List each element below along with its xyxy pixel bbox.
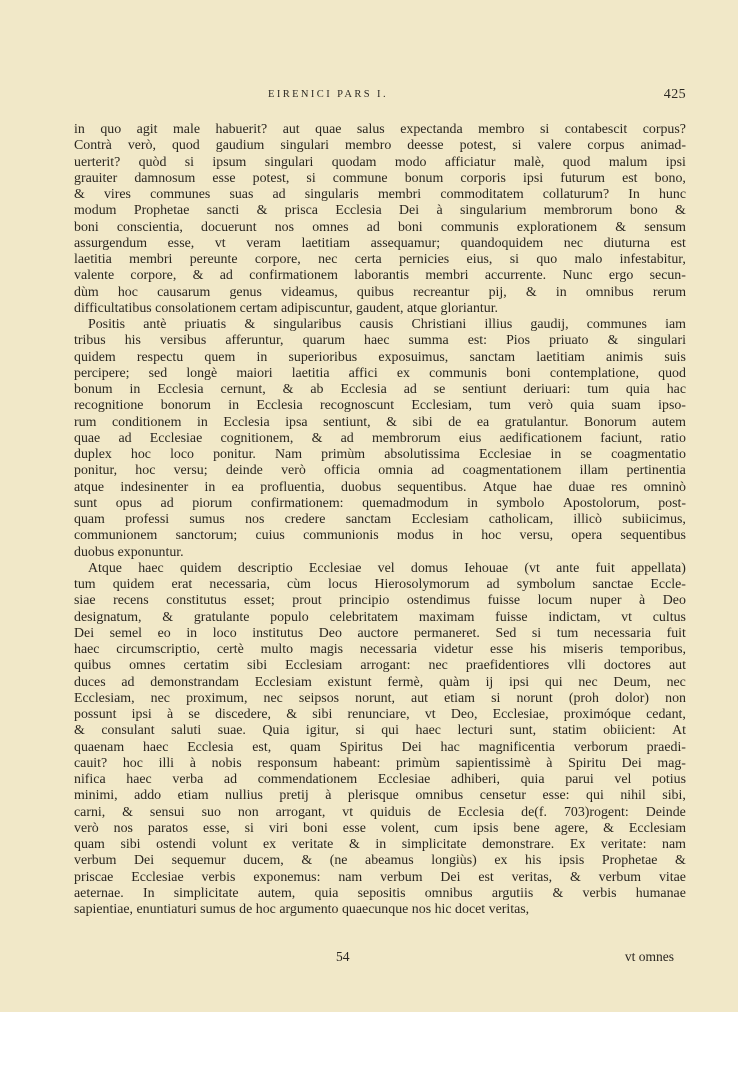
text-line: rum conditionem in Ecclesia ipsa sentiunt, & sibi de ea gratulantur. Bonorum autem: [74, 414, 686, 430]
text-line: tribus his versibus afferuntur, quarum haec summa est: Pios priuato & singulari: [74, 333, 686, 349]
text-line: recognitione bonorum in Ecclesia recognoscunt Ecclesiam, tum verò quia suam ipso-: [74, 398, 686, 414]
text-line: possunt ipsi à se discedere, & sibi renunciare, vt Deo, Ecclesiae, proximóque cedant,: [74, 707, 686, 722]
text-line: Positis antè priuatis & singularibus causis Christiani illius gaudij, communes iam: [88, 317, 686, 332]
text-line: designatum, & gratulante populo celebritatem maximam fuisse indictam, vt cultus: [74, 609, 686, 625]
text-line: Contrà verò, quod gaudium singulari membro deesse potest, si valere corpus animad-: [74, 138, 686, 154]
paragraph-list: [74, 122, 686, 918]
text-line: nifica haec verba ad commendationem Ecclesiae adhiberi, quia parui vel potius: [74, 772, 686, 787]
page-foot: [74, 949, 686, 967]
text-line: uerterit? quòd si ipsum singulari quodam modo afficiatur malè, quod malum ipsi: [74, 154, 686, 170]
text-line: verbum Dei sequemur ducem, & (ne abeamus longiùs) ex his ipsis Prophetae &: [74, 853, 686, 869]
text-line: valente corpore, & ad confirmationem laborantis membri accurrente. Nunc ergo secun-: [74, 268, 686, 284]
text-line: quae ad Ecclesiae cognitionem, & ad membrorum eius aedificationem faciunt, ratio: [74, 430, 686, 446]
text-line: Atque haec quidem descriptio Ecclesiae vel domus Iehouae (vt ante fuit appellata): [88, 560, 686, 576]
text-line: Ecclesiam, nec proximum, nec seipsos norunt, aut etiam si norunt (proh dolor) non: [74, 690, 686, 706]
text-line: sunt opus ad piorum confirmationem: quemadmodum in symbolo Apostolorum, post-: [74, 495, 686, 511]
text-line: difficultatibus consolationem certam adipiscuntur, gaudent, atque gloriantur.: [74, 300, 499, 316]
signature-mark: 54: [336, 949, 350, 964]
paragraph: [74, 317, 686, 561]
text-line: percipere; sed longè maiori laetitia affici ex communis boni contemplatione, quod: [74, 365, 686, 381]
text-line: duobus exponuntur.: [74, 544, 184, 560]
text-line: tum quidem erat necessaria, cùm locus Hierosolymorum ad symbolum sanctae Eccle-: [74, 577, 686, 592]
text-line: grauiter damnosum esse potest, si commune bonum corporis ipsi futurum est bono,: [74, 170, 686, 186]
running-title: EIRENICI PARS I.: [268, 89, 388, 100]
text-line: quaenam haec Ecclesia est, quam Spiritus Dei hac magnificentia verborum praedi-: [74, 739, 686, 755]
text-line: assurgendum esse, vt veram laetitiam assequamur; quandoquidem nec diuturna est: [74, 235, 686, 251]
text-line: quidem respectu quem in superioribus exposuimus, sanctam laetitiam animis suis: [74, 349, 686, 365]
running-head: [0, 89, 738, 107]
text-line: duces ad demonstrandam Ecclesiam existunt fermè, quàm ij ipsi qui nec Deum, nec: [74, 674, 686, 690]
text-line: & vires communes suas ad singularis membri commoditatem collaturum? In hunc: [74, 187, 686, 202]
text-line: laetitia membri pereunte corpore, nec certa pernicies eius, si quo malo infestabitur,: [74, 252, 686, 267]
text-line: ponitur, hoc versu; deinde verò officia omnia ad coagmentationem illam pertinentia: [74, 463, 686, 479]
text-line: cauit? hoc illi à nobis responsum habeant: primùm sapientissimè à Spiritu Dei mag-: [74, 755, 686, 771]
body-text: [74, 122, 686, 918]
text-line: boni conscientia, docuerunt nos omnes ad boni communis explorationem & sensum: [74, 219, 686, 235]
text-line: siae recens constitutus esset; prout principio ostendimus fuisse locum nuper à Deo: [74, 593, 686, 609]
text-line: bonum in Ecclesia cernunt, & ab Ecclesia ad se sentiunt deriuari: tum quia hac: [74, 382, 686, 397]
text-line: atque indesinenter in ea profluentia, duobus sequentibus. Atque hae duae res omninò: [74, 479, 686, 495]
paragraph: [74, 561, 686, 919]
catchword: vt omnes: [624, 949, 674, 964]
text-line: minimi, addo etiam nullius pretij à plerisque omnibus censetur esse: qui nihil sibi,: [74, 788, 686, 804]
text-line: haec circumscriptio, certè multo magis necessaria videtur esse his miseris temporibus,: [74, 642, 686, 657]
text-line: communionem sanctorum; cuius communionis modus in hoc versu, opera sequentibus: [74, 528, 686, 544]
text-line: dùm hoc causarum genus videamus, quibus recreantur pij, & in omnibus rerum: [74, 284, 686, 300]
text-line: & consulant saluti suae. Quia igitur, si qui haec lecturi sunt, statim obiicient: At: [74, 723, 686, 739]
text-line: modum Prophetae sancti & prisca Ecclesia Dei à singularium membrorum bono &: [74, 203, 686, 219]
text-line: quam professi sumus nos credere sanctam Ecclesiam catholicam, illicò subiicimus,: [74, 512, 686, 527]
paragraph: [74, 122, 686, 317]
text-line: duplex hoc loco ponitur. Nam primùm absolutissima Ecclesiae in se coagmentatio: [74, 447, 686, 462]
text-line: priscae Ecclesiae verbis exponemus: nam verbum Dei est veritas, & verbum vitae: [74, 869, 686, 885]
text-line: Dei semel eo in loco institutus Deo auctore permaneret. Sed si tum necessaria fuit: [74, 625, 686, 641]
text-line: sapientiae, enuntiaturi sumus de hoc argumento quaecunque nos hic docet veritas,: [74, 902, 530, 917]
page-number: 425: [663, 87, 686, 102]
text-line: quam sibi ostendi volunt ex veritate & in simplicitate demonstrare. Ex veritate: nam: [74, 837, 686, 852]
text-line: quibus omnes certatim sibi Ecclesiam arrogant: nec praefidentiores vlli doctores aut: [74, 658, 686, 674]
text-line: verò nos paratos esse, si viri boni esse volent, cum ipsis bene agere, & Ecclesiam: [74, 820, 686, 836]
text-line: carni, & sensui suo non arrogant, vt quiduis de Ecclesia de(f. 703)rogent: Deinde: [74, 804, 686, 820]
text-line: aeternae. In simplicitate autem, quia sepositis omnibus argutiis & verbis humanae: [74, 885, 686, 901]
text-line: in quo agit male habuerit? aut quae salus expectanda membro si contabescit corpus?: [74, 122, 686, 137]
